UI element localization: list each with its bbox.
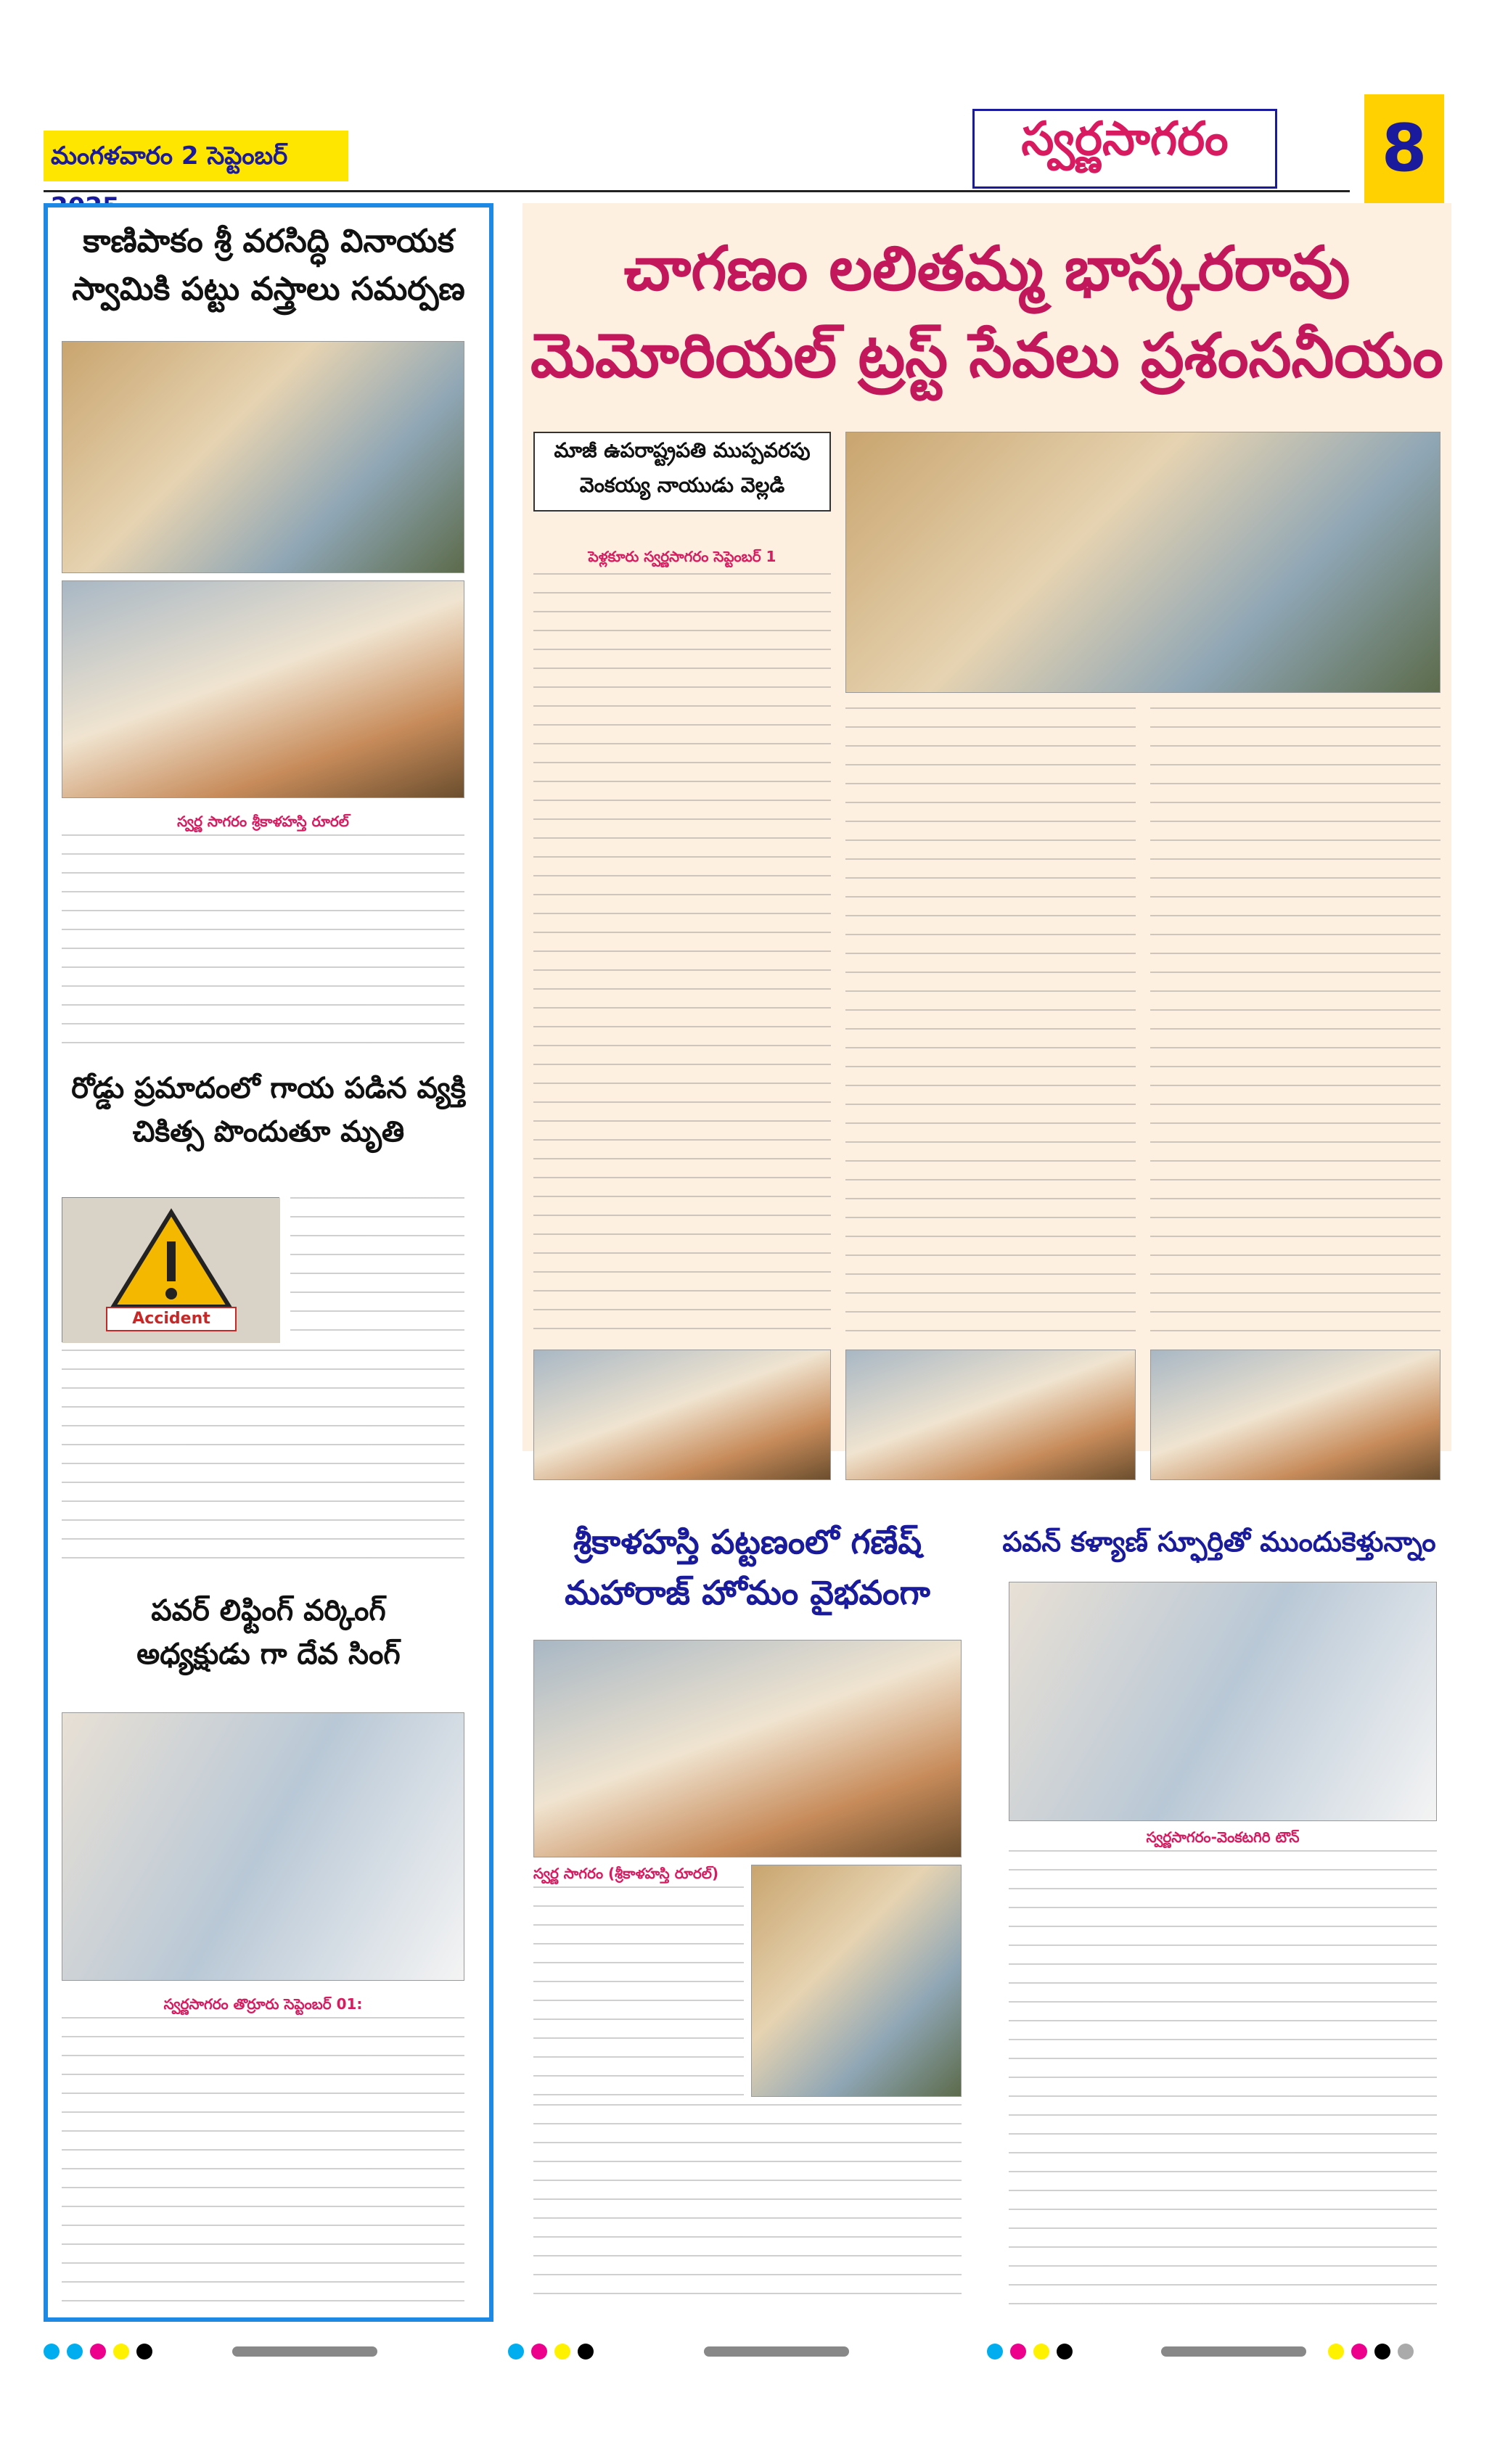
story3-body <box>62 2017 464 2307</box>
story2-headline-line2: చికిత్స పొందుతూ మృతి <box>132 1115 405 1149</box>
page-number: 8 <box>1364 94 1444 203</box>
story2-body <box>62 1350 464 1567</box>
lead-dateline: పెళ్లకూరు స్వర్ణసాగరం సెప్టెంబర్ 1 <box>588 548 776 565</box>
lead-column-2 <box>845 707 1136 1346</box>
gray-bar-1 <box>232 2346 377 2357</box>
story-a-body <box>533 2104 962 2307</box>
story3-credit: స్వర్ణసాగరం తొర్రూరు సెప్టెంబర్ 01: <box>163 1995 363 2013</box>
lead-column-1 <box>533 573 831 1342</box>
lead-photo-small-3 <box>1150 1350 1440 1480</box>
registration-marks-far-right <box>1328 2344 1414 2360</box>
lead-subheading-line2: వెంకయ్య నాయుడు వెల్లడి <box>579 473 785 497</box>
accident-photo <box>62 1197 279 1342</box>
story-a-credit: స్వర్ణ సాగరం (శ్రీకాళహస్తి రూరల్) <box>533 1865 719 1882</box>
story1-photo-2 <box>62 580 464 798</box>
header-rule <box>44 190 1350 192</box>
lead-headline-line2: మెమోరియల్ ట్రస్ట్ సేవలు ప్రశంసనీయం <box>530 320 1444 391</box>
lead-photo-small-2 <box>845 1350 1136 1480</box>
story-a-intro <box>533 1886 744 2097</box>
story-b-credit: స్వర్ణసాగరం-వెంకటగిరి టౌన్ <box>1146 1828 1300 1846</box>
registration-marks-left <box>44 2344 152 2360</box>
story3-headline <box>58 1589 479 1676</box>
accident-label: Accident <box>106 1307 237 1331</box>
story3-headline-line2: అధ్యక్షుడు గా దేవ సింగ్ <box>136 1638 401 1671</box>
registration-marks-right <box>987 2344 1073 2360</box>
gray-bar-2 <box>704 2346 849 2357</box>
lead-subheading <box>533 432 831 512</box>
story2-headline-line1: రోడ్డు ప్రమాదంలో గాయ పడిన వ్యక్తి <box>71 1072 466 1105</box>
story-b-headline: పవన్ కళ్యాణ్ స్ఫూర్తితో ముందుకెళ్తున్నాం <box>1002 1526 1436 1558</box>
story-a-headline-line2: మహారాజ్ హోమం వైభవంగా <box>565 1573 930 1612</box>
story1-photo-1 <box>62 341 464 573</box>
story3-photo <box>62 1712 464 1981</box>
story-a-headline-line1: శ్రీకాళహస్తి పట్టణంలో గణేష్ <box>573 1522 922 1561</box>
story3-headline-line1: పవర్ లిఫ్టింగ్ వర్కింగ్ <box>151 1594 386 1627</box>
lead-column-3 <box>1150 707 1440 1346</box>
lead-subheading-line1: మాజీ ఉపరాష్ట్రపతి ముప్పవరపు <box>554 438 811 462</box>
story1-body <box>62 834 464 1059</box>
story-a-headline <box>522 1516 972 1618</box>
story-a-photo-2 <box>751 1865 962 2097</box>
lead-photo-small-1 <box>533 1350 831 1480</box>
story-b-body <box>1009 1850 1437 2307</box>
registration-marks-mid <box>508 2344 594 2360</box>
issue-date: మంగళవారం 2 సెప్టెంబర్ <box>44 131 348 181</box>
story-b-photo <box>1009 1582 1437 1821</box>
story1-headline <box>58 218 479 313</box>
masthead-tagline <box>975 168 1275 179</box>
story1-headline-line1: కాణిపాకం శ్రీ వరసిద్ధి వినాయక <box>83 223 454 260</box>
masthead <box>972 109 1277 189</box>
masthead-logo: స్వర్ణసాగరం <box>1021 112 1229 166</box>
story2-intro <box>290 1197 464 1342</box>
lead-headline <box>522 225 1451 399</box>
gray-bar-3 <box>1161 2346 1306 2357</box>
lead-main-photo <box>845 432 1440 693</box>
story1-credit: స్వర్ణ సాగరం శ్రీకాళహస్తి రూరల్ <box>177 813 349 830</box>
story-a-photo-1 <box>533 1640 962 1857</box>
story1-headline-line2: స్వామికి పట్టు వస్త్రాలు సమర్పణ <box>72 271 465 308</box>
story2-headline <box>58 1067 479 1154</box>
lead-headline-line1: చాగణం లలితమ్మ భాస్కరరావు <box>623 233 1351 304</box>
